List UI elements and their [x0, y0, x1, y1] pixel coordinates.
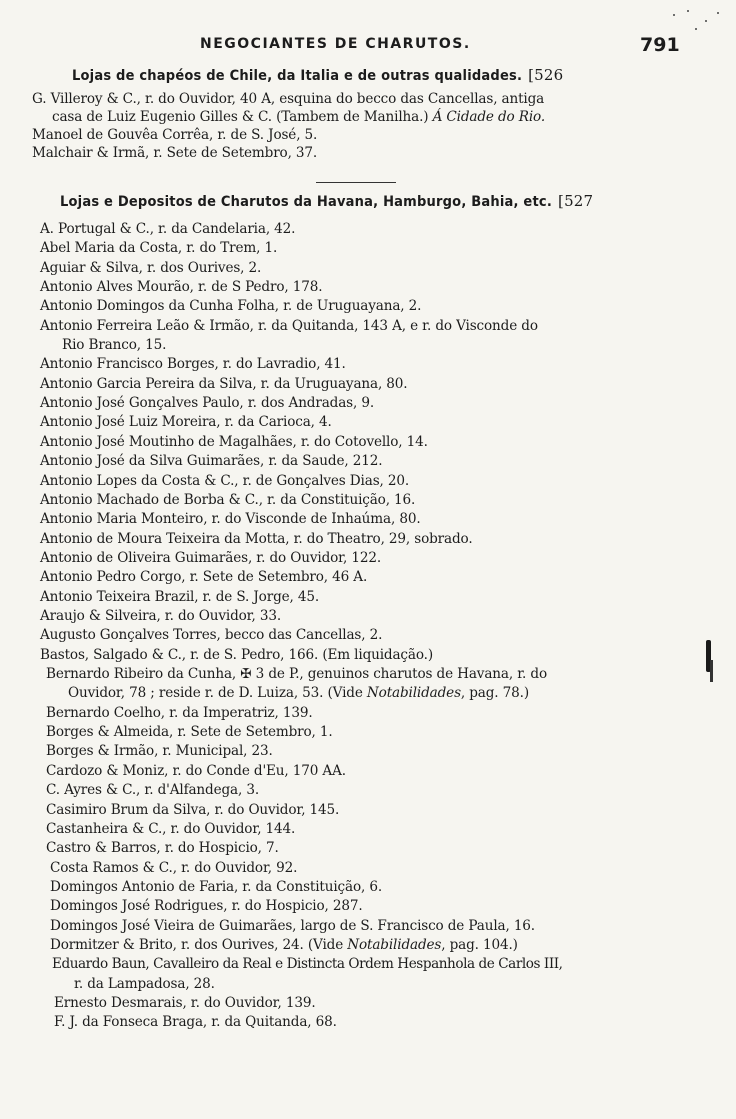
list-item: G. Villeroy & C., r. do Ouvidor, 40 A, esquina do becco das Cancellas, antiga	[32, 91, 545, 107]
list-item: Antonio de Oliveira Guimarães, r. do Ouvidor, 122.	[40, 550, 382, 566]
list-item: Cardozo & Moniz, r. do Conde d'Eu, 170 AA.	[46, 763, 346, 779]
list-item: Eduardo Baun, Cavalleiro da Real e Distincta Ordem Hespanhola de Carlos III,	[52, 956, 563, 972]
list-item: Manoel de Gouvêa Corrêa, r. de S. José, 5.	[32, 127, 318, 143]
list-item: Borges & Irmão, r. Municipal, 23.	[46, 743, 273, 759]
list-item: Araujo & Silveira, r. do Ouvidor, 33.	[40, 608, 282, 624]
list-item: Augusto Gonçalves Torres, becco das Cancellas, 2.	[40, 627, 383, 643]
list-item: Antonio José Moutinho de Magalhães, r. do Cotovello, 14.	[40, 434, 428, 450]
section-heading-chapeos	[72, 66, 563, 84]
list-item: Antonio Teixeira Brazil, r. de S. Jorge, 45.	[40, 589, 320, 605]
list-item: Borges & Almeida, r. Sete de Setembro, 1.	[46, 724, 333, 740]
section-title: Lojas e Depositos de Charutos da Havana, Hamburgo, Bahia, etc.	[60, 194, 553, 210]
section-heading-charutos	[60, 192, 593, 210]
list-item	[68, 685, 529, 702]
list-item	[50, 937, 518, 954]
list-item: Castro & Barros, r. do Hospicio, 7.	[46, 840, 279, 856]
list-item: Aguiar & Silva, r. dos Ourives, 2.	[40, 260, 262, 276]
entry-italic-text: Notabilidades	[366, 685, 461, 701]
list-item: Antonio Garcia Pereira da Silva, r. da Uruguayana, 80.	[40, 376, 408, 392]
list-item: Antonio Pedro Corgo, r. Sete de Setembro, 46 A.	[40, 569, 368, 585]
list-item: Antonio Maria Monteiro, r. do Visconde de Inhaúma, 80.	[40, 511, 421, 527]
running-title: NEGOCIANTES DE CHARUTOS.	[200, 36, 471, 52]
list-item: Ernesto Desmarais, r. do Ouvidor, 139.	[54, 995, 316, 1011]
page-header	[0, 34, 736, 60]
list-item: F. J. da Fonseca Braga, r. da Quitanda, 68.	[54, 1014, 337, 1030]
list-item: Antonio Ferreira Leão & Irmão, r. da Quitanda, 143 A, e r. do Visconde do	[40, 318, 538, 334]
list-item: Castanheira & C., r. do Ouvidor, 144.	[46, 821, 296, 837]
list-item: Antonio Lopes da Costa & C., r. de Gonçalves Dias, 20.	[40, 473, 410, 489]
list-item: Antonio José Luiz Moreira, r. da Carioca, 4.	[40, 414, 332, 430]
list-item: Antonio Alves Mourão, r. de S Pedro, 178.	[40, 279, 323, 295]
list-item: A. Portugal & C., r. da Candelaria, 42.	[40, 221, 296, 237]
list-item: Antonio Machado de Borba & C., r. da Constituição, 16.	[40, 492, 416, 508]
list-item: Bernardo Coelho, r. da Imperatriz, 139.	[46, 705, 313, 721]
list-item: Antonio José Gonçalves Paulo, r. dos Andradas, 9.	[40, 395, 375, 411]
list-item: Domingos José Vieira de Guimarães, largo de S. Francisco de Paula, 16.	[50, 918, 535, 934]
list-item: r. da Lampadosa, 28.	[74, 976, 215, 992]
section-divider	[316, 182, 396, 183]
entry-text: casa de Luiz Eugenio Gilles & C. (Tambem de Manilha.)	[52, 109, 433, 125]
entry-italic-text: Á Cidade do Rio.	[432, 109, 545, 125]
margin-mark	[710, 660, 713, 682]
list-item: Bernardo Ribeiro da Cunha, ✠ 3 de P., genuinos charutos de Havana, r. do	[46, 666, 547, 682]
list-item: Rio Branco, 15.	[62, 337, 167, 353]
list-item: Antonio Francisco Borges, r. do Lavradio, 41.	[40, 356, 346, 372]
page-number: 791	[640, 34, 680, 56]
section-title: Lojas de chapéos de Chile, da Italia e de outras qualidades.	[72, 68, 523, 84]
list-item: Casimiro Brum da Silva, r. do Ouvidor, 145.	[46, 802, 340, 818]
section-number: [526	[528, 66, 564, 84]
list-item: Malchair & Irmã, r. Sete de Setembro, 37.	[32, 145, 318, 161]
entry-text: , pag. 78.)	[460, 685, 529, 701]
entry-text: , pag. 104.)	[441, 937, 518, 953]
list-item: Domingos José Rodrigues, r. do Hospicio, 287.	[50, 898, 363, 914]
list-item: Bastos, Salgado & C., r. de S. Pedro, 166. (Em liquidação.)	[40, 647, 433, 663]
list-item: Antonio Domingos da Cunha Folha, r. de Uruguayana, 2.	[40, 298, 422, 314]
entry-text: Dormitzer & Brito, r. dos Ourives, 24. (Vide	[50, 937, 348, 953]
list-item: Abel Maria da Costa, r. do Trem, 1.	[40, 240, 278, 256]
list-item: Antonio de Moura Teixeira da Motta, r. do Theatro, 29, sobrado.	[40, 531, 473, 547]
list-item	[52, 109, 545, 126]
list-item: Antonio José da Silva Guimarães, r. da Saude, 212.	[40, 453, 383, 469]
list-item: Costa Ramos & C., r. do Ouvidor, 92.	[50, 860, 298, 876]
list-item: C. Ayres & C., r. d'Alfandega, 3.	[46, 782, 260, 798]
entry-text: Ouvidor, 78 ; reside r. de D. Luiza, 53. (Vide	[68, 685, 367, 701]
list-item: Domingos Antonio de Faria, r. da Constituição, 6.	[50, 879, 382, 895]
section-number: [527	[558, 192, 594, 210]
entry-italic-text: Notabilidades	[347, 937, 442, 953]
